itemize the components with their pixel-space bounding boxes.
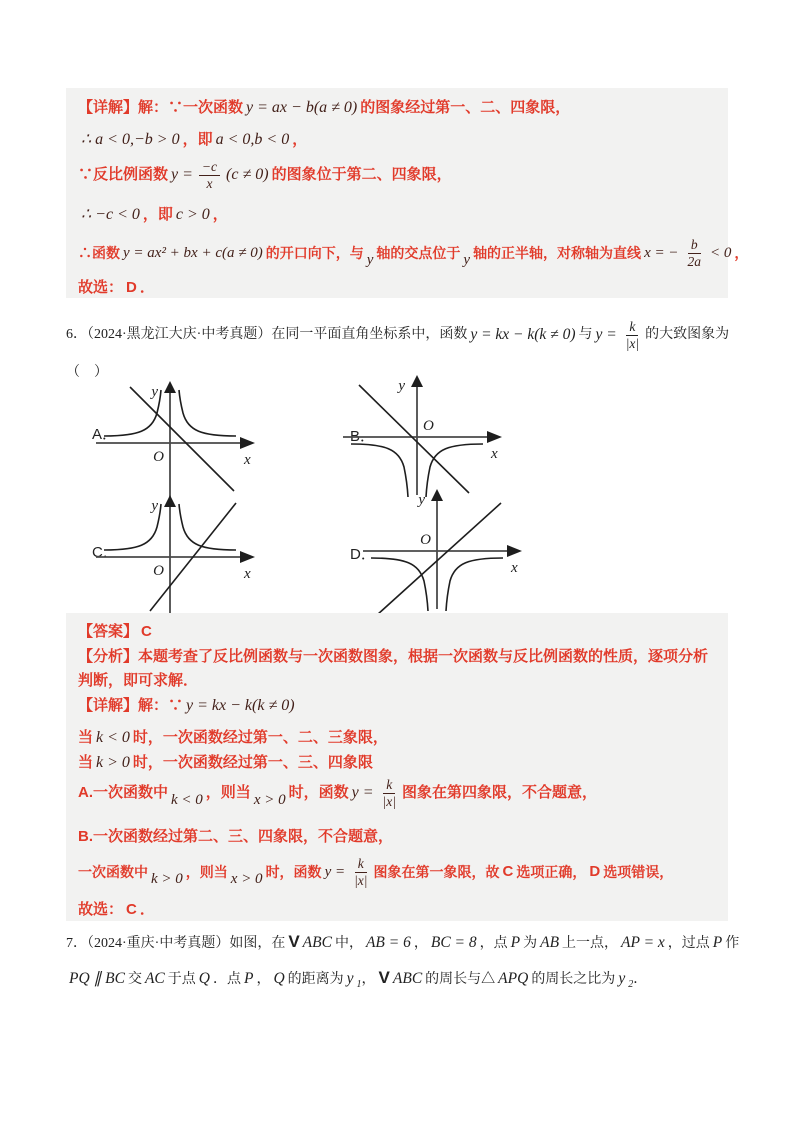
text-run: P <box>510 934 521 951</box>
text-run: ∵反比例函数 <box>78 166 169 183</box>
text-run: 上一点， <box>562 936 619 951</box>
text-run: 的周长与 <box>425 972 482 987</box>
text-run: ABC <box>392 970 423 987</box>
text-run: 2 <box>628 979 634 990</box>
solution-line <box>78 204 722 226</box>
x-axis-label: x <box>511 560 518 576</box>
text-run: y = kx − k(k ≠ 0) <box>470 326 576 343</box>
text-run: y <box>366 252 374 268</box>
fraction-denominator: |x| <box>625 335 640 351</box>
text-run: y = <box>171 166 193 183</box>
text-run: < 0 <box>709 245 732 261</box>
text-run: y = <box>351 784 374 801</box>
text-run: ， <box>212 206 228 223</box>
text-run: AB <box>540 934 560 951</box>
origin-label: O <box>420 532 431 548</box>
answer-choice-line <box>78 899 722 921</box>
origin-label: O <box>153 563 164 579</box>
text-run: 【详解】解：∵一次函数 <box>78 99 244 116</box>
origin-label: O <box>423 418 434 434</box>
solution-line <box>78 771 722 815</box>
text-run: ， <box>292 131 308 148</box>
text-run: ，则当 <box>205 784 251 801</box>
text-run: 中， <box>334 936 363 951</box>
text-run: y <box>463 252 471 268</box>
text-run: 图象在第一象限，故 <box>373 864 500 880</box>
x-axis-arrow-icon <box>487 431 502 443</box>
text-run: ．点 <box>212 972 241 987</box>
graph-canvas-c <box>92 493 262 633</box>
text-run: 图象在第四象限，不合题意， <box>401 784 597 801</box>
y-axis-label: y <box>151 384 158 400</box>
text-run: ． <box>139 279 155 296</box>
text-run: APQ <box>498 970 529 987</box>
text-run: k < 0 <box>171 792 203 808</box>
text-run: A.一次函数中 <box>78 784 169 801</box>
text-run: Q <box>198 970 210 987</box>
text-run: x > 0 <box>230 871 263 887</box>
text-run: x > 0 <box>253 792 286 808</box>
text-run: P <box>243 970 254 987</box>
text-run: y <box>346 970 354 987</box>
y-axis-label: y <box>398 378 405 394</box>
text-run: ，则当 <box>185 864 228 880</box>
text-run: 轴的正半轴，对称轴为直线 <box>473 245 642 261</box>
text-run: 【答案】 <box>78 623 139 640</box>
text-run: D <box>589 863 601 880</box>
text-run: 作 <box>725 936 740 951</box>
text-run: y <box>618 970 626 987</box>
text-run: C <box>141 623 152 640</box>
text-run: 的开口向下，与 <box>265 245 364 261</box>
fraction-numerator: b <box>688 237 701 254</box>
question-7-text-line2 <box>66 966 744 997</box>
solution-line <box>78 154 722 196</box>
fraction-denominator: |x| <box>382 793 396 809</box>
text-run: k > 0 <box>96 754 130 771</box>
text-run: k < 0 <box>96 729 130 746</box>
text-run: 6．（2024·黑龙江大庆·中考真题）在同一平面直角坐标系中，函数 <box>66 327 468 342</box>
text-run: ，即 <box>182 131 213 148</box>
y-axis-arrow-icon <box>411 375 423 387</box>
text-run: 7．（2024·重庆·中考真题）如图，在 <box>66 936 286 951</box>
text-run: y = ax² + bx + c(a ≠ 0) <box>123 245 263 261</box>
text-run: 的大致图象为 <box>645 327 730 342</box>
fraction-numerator: k <box>355 856 367 873</box>
text-run: C <box>126 901 137 918</box>
text-run: 当 <box>78 754 94 771</box>
text-run: y = <box>324 864 346 880</box>
text-run: AP = x <box>621 934 665 951</box>
text-run: 一次函数中 <box>78 864 148 880</box>
solution-line <box>78 695 722 717</box>
y-axis-arrow-icon <box>431 489 443 501</box>
fraction <box>199 159 220 191</box>
option-b-label: B． <box>350 428 376 445</box>
text-run: 1 <box>356 979 362 990</box>
text-run: ∴函数 <box>78 245 120 261</box>
fraction-numerator: k <box>383 777 395 794</box>
x-axis-arrow-icon <box>240 551 255 563</box>
x-axis-label: x <box>244 566 251 582</box>
text-run: ， <box>734 245 749 261</box>
text-run: ∴ −c < 0 <box>81 206 140 223</box>
solution-line <box>78 727 722 749</box>
text-run: V <box>378 968 390 987</box>
solution-line <box>78 97 722 119</box>
text-run: x = − <box>644 245 679 261</box>
text-run: ， <box>361 972 376 987</box>
text-run: 【详解】解：∵ <box>78 697 184 714</box>
text-run: y = kx − k(k ≠ 0) <box>186 697 295 714</box>
text-run: y = <box>595 326 617 343</box>
text-run: ABC <box>302 934 332 951</box>
text-run: C <box>502 863 514 880</box>
text-run: 时，函数 <box>288 784 349 801</box>
text-run: ， <box>413 936 428 951</box>
text-run: 时，函数 <box>265 864 322 880</box>
fraction-numerator: k <box>626 319 638 336</box>
text-run: 的距离为 <box>287 972 344 987</box>
fraction <box>351 856 370 888</box>
linear-function-line-descending <box>130 387 234 491</box>
text-run: △ <box>481 972 496 987</box>
y-axis-arrow-icon <box>164 381 176 393</box>
text-run: 时，一次函数经过第一、三、四象限 <box>132 754 373 771</box>
text-run: ． <box>633 972 648 987</box>
text-run: AC <box>144 970 165 987</box>
text-run: BC = 8 <box>430 934 477 951</box>
hyperbola-left-branch <box>371 558 428 611</box>
solution-line <box>78 231 749 275</box>
y-axis-label: y <box>418 492 425 508</box>
text-run: k > 0 <box>151 871 183 887</box>
text-run: ． <box>139 901 155 918</box>
text-run: ， <box>256 972 271 987</box>
hyperbola-right-branch <box>179 504 236 550</box>
solution-line <box>78 850 722 894</box>
text-run: D <box>126 279 137 296</box>
y-axis-arrow-icon <box>164 495 176 507</box>
graph-canvas-d <box>359 487 529 627</box>
x-axis-arrow-icon <box>240 437 255 449</box>
hyperbola-right-branch <box>179 390 236 436</box>
text-run: V <box>288 932 300 951</box>
text-run: 的图象位于第二、四象限， <box>271 166 452 183</box>
question-6-text <box>66 312 744 358</box>
text-run: y = ax − b(a ≠ 0) <box>246 99 358 116</box>
text-run: 于点 <box>167 972 196 987</box>
option-a-label: A． <box>92 426 118 443</box>
text-run: a < 0,b < 0 <box>215 131 290 148</box>
text-run: 的图象经过第一、二、四象限， <box>360 99 571 116</box>
text-run: 故选： <box>78 279 124 296</box>
text-run: ，点 <box>479 936 508 951</box>
graph-option-c <box>92 493 262 633</box>
text-run: ∴ a < 0,−b > 0 <box>81 131 180 148</box>
text-run: Q <box>273 970 285 987</box>
solution-line <box>78 826 722 848</box>
origin-label: O <box>153 449 164 465</box>
text-run: 的周长之比为 <box>531 972 616 987</box>
fraction-numerator: −c <box>199 159 220 176</box>
option-c-label: C． <box>92 544 118 561</box>
answer-choice-line <box>78 277 722 299</box>
answer-line <box>78 621 722 643</box>
x-axis-label: x <box>491 446 498 462</box>
fraction <box>623 319 642 351</box>
text-run: 与 <box>578 327 593 342</box>
fraction <box>380 777 399 809</box>
option-d-label: D． <box>350 546 376 563</box>
graph-option-d <box>359 487 529 627</box>
text-run: 选项错误， <box>603 864 674 880</box>
fraction-denominator: |x| <box>354 872 368 888</box>
text-run: AB = 6 <box>365 934 411 951</box>
text-run: 当 <box>78 729 94 746</box>
text-run: （ ） <box>66 365 108 380</box>
text-run: PQ ∥ BC <box>69 970 125 987</box>
text-run: c > 0 <box>175 206 210 223</box>
fraction <box>684 237 704 269</box>
text-run: ，过点 <box>667 936 710 951</box>
text-run: 【分析】本题考查了反比例函数与一次函数图象，根据一次函数与反比例函数的性质，逐项分析判断，即可求解． <box>78 648 709 689</box>
solution-block-q6 <box>66 613 728 921</box>
text-run: 交 <box>127 972 142 987</box>
solution-line <box>78 129 722 151</box>
text-run: 选项正确， <box>516 864 587 880</box>
text-run: 故选： <box>78 901 124 918</box>
x-axis-label: x <box>244 452 251 468</box>
analysis-line <box>78 645 722 693</box>
text-run: ，即 <box>142 206 173 223</box>
fraction-denominator: 2a <box>687 253 701 269</box>
text-run: 为 <box>523 936 538 951</box>
linear-function-line-descending <box>359 385 469 493</box>
text-run: (c ≠ 0) <box>226 166 269 183</box>
x-axis-arrow-icon <box>507 545 522 557</box>
text-run: 轴的交点位于 <box>376 245 461 261</box>
question-7-text-line1 <box>66 930 744 956</box>
y-axis-label: y <box>151 498 158 514</box>
fraction-denominator: x <box>206 175 213 191</box>
text-run: P <box>712 934 723 951</box>
text-run: 时，一次函数经过第一、二、三象限， <box>132 729 388 746</box>
text-run: B.一次函数经过第二、三、四象限，不合题意， <box>78 828 394 845</box>
solution-block-q5 <box>66 88 749 298</box>
hyperbola-right-branch <box>446 558 503 611</box>
